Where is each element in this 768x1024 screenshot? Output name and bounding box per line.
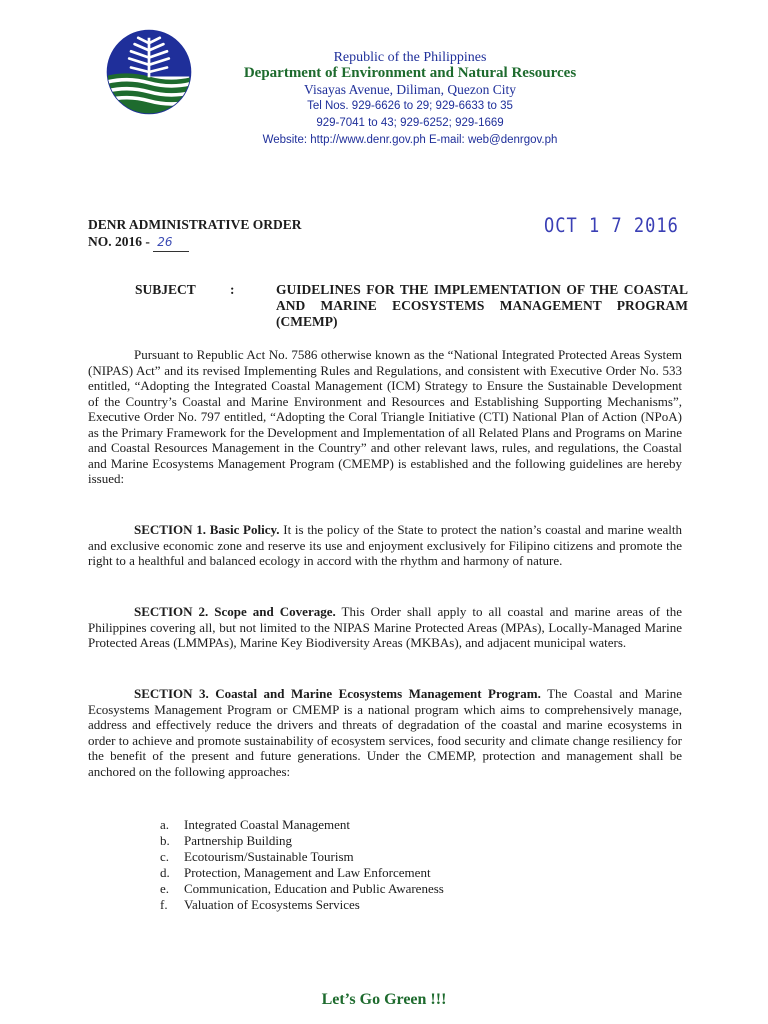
republic-line: Republic of the Philippines	[333, 50, 487, 65]
letterhead	[200, 50, 620, 149]
telephone-line-2: 929-7041 to 43; 929-6252; 929-1669	[316, 117, 504, 129]
order-number-line	[88, 233, 302, 252]
list-item: f. Valuation of Ecosystems Services	[160, 897, 360, 912]
section-1-heading: SECTION 1. Basic Policy.	[134, 522, 280, 537]
intro-text: Pursuant to Republic Act No. 7586 otherwise known as the “National Integrated Protected Areas System (NIPAS) Act” and its revised Implementing Rules and Regulations, and consistent with Executive Order No. 533 entitled, “Adopting the Integrated Coastal Management (ICM) Strategy to Ensure the Sustainable Development of the Country’s Coastal and Marine Environment and Resources and Establishing Supporting Mechanisms”, Executive Order No. 797 entitled, “Adopting the Coral Triangle Initiative (CTI) National Plan of Action (NPoA) as the Primary Framework for the Development and Implementation of all Related Plans and Programs on Marine and Coastal Resources Management in the Country” and other relevant laws, rules, and regulations, the Coastal and Marine Ecosystems Management Program (CMEMP) is established and the following guidelines are hereby issued:	[88, 347, 682, 486]
section-2-paragraph	[88, 604, 682, 651]
order-number-prefix: NO. 2016 -	[88, 234, 150, 249]
website-email-line: Website: http://www.denr.gov.ph E-mail: web@denrgov.ph	[262, 134, 558, 146]
denr-logo-icon	[104, 27, 194, 117]
footer-slogan: Let’s Go Green !!!	[321, 991, 447, 1008]
subject-text: GUIDELINES FOR THE IMPLEMENTATION OF THE COASTAL AND MARINE ECOSYSTEMS MANAGEMENT PROGRAM (CMEMP)	[276, 282, 688, 329]
subject-colon: :	[230, 282, 235, 297]
list-item: a. Integrated Coastal Management	[160, 817, 351, 832]
list-item: d. Protection, Management and Law Enforcement	[160, 865, 431, 880]
order-number-block	[88, 216, 302, 252]
approaches-list	[160, 817, 444, 913]
section-3-paragraph	[88, 686, 682, 779]
list-item: b. Partnership Building	[160, 833, 292, 848]
order-number-handwritten: 26	[153, 234, 189, 252]
order-title: DENR ADMINISTRATIVE ORDER	[88, 217, 302, 232]
section-3-text: The Coastal and Marine Ecosystems Management Program or CMEMP is a national program which aims to comprehensively manage, address and effectively reduce the drivers and threats of degradation of the coastal and marine ecosystems in order to achieve and promote sustainability of ecosystem services, food security and climate change resiliency for the benefit of the present and future generations. Under the CMEMP, protection and management shall be anchored on the following approaches:	[88, 686, 682, 779]
list-item: c. Ecotourism/Sustainable Tourism	[160, 849, 354, 864]
section-2-heading: SECTION 2. Scope and Coverage.	[134, 604, 336, 619]
section-1-text: It is the policy of the State to protect the nation’s coastal and marine wealth and exclusive economic zone and reserve its use and enjoyment exclusively for Filipino citizens and promote the right to a healthful and balanced ecology in accord with the rhythm and harmony of nature.	[88, 522, 682, 568]
section-1-paragraph	[88, 522, 682, 569]
date-stamp: OCT 1 7 2016	[544, 214, 679, 238]
intro-paragraph	[88, 347, 682, 487]
subject-label: SUBJECT	[135, 282, 196, 297]
section-3-heading: SECTION 3. Coastal and Marine Ecosystems Management Program.	[134, 686, 541, 701]
department-name: Department of Environment and Natural Resources	[243, 65, 577, 81]
address-line: Visayas Avenue, Diliman, Quezon City	[304, 82, 516, 97]
list-item: e. Communication, Education and Public Awareness	[160, 881, 444, 896]
section-2-text: This Order shall apply to all coastal and marine areas of the Philippines covering all, but not limited to the NIPAS Marine Protected Areas (MPAs), Locally-Managed Marine Protected Areas (LMMPAs), Marine Key Biodiversity Areas (MKBAs), and adjacent municipal waters.	[88, 604, 682, 650]
telephone-line-1: Tel Nos. 929-6626 to 29; 929-6633 to 35	[307, 100, 513, 112]
